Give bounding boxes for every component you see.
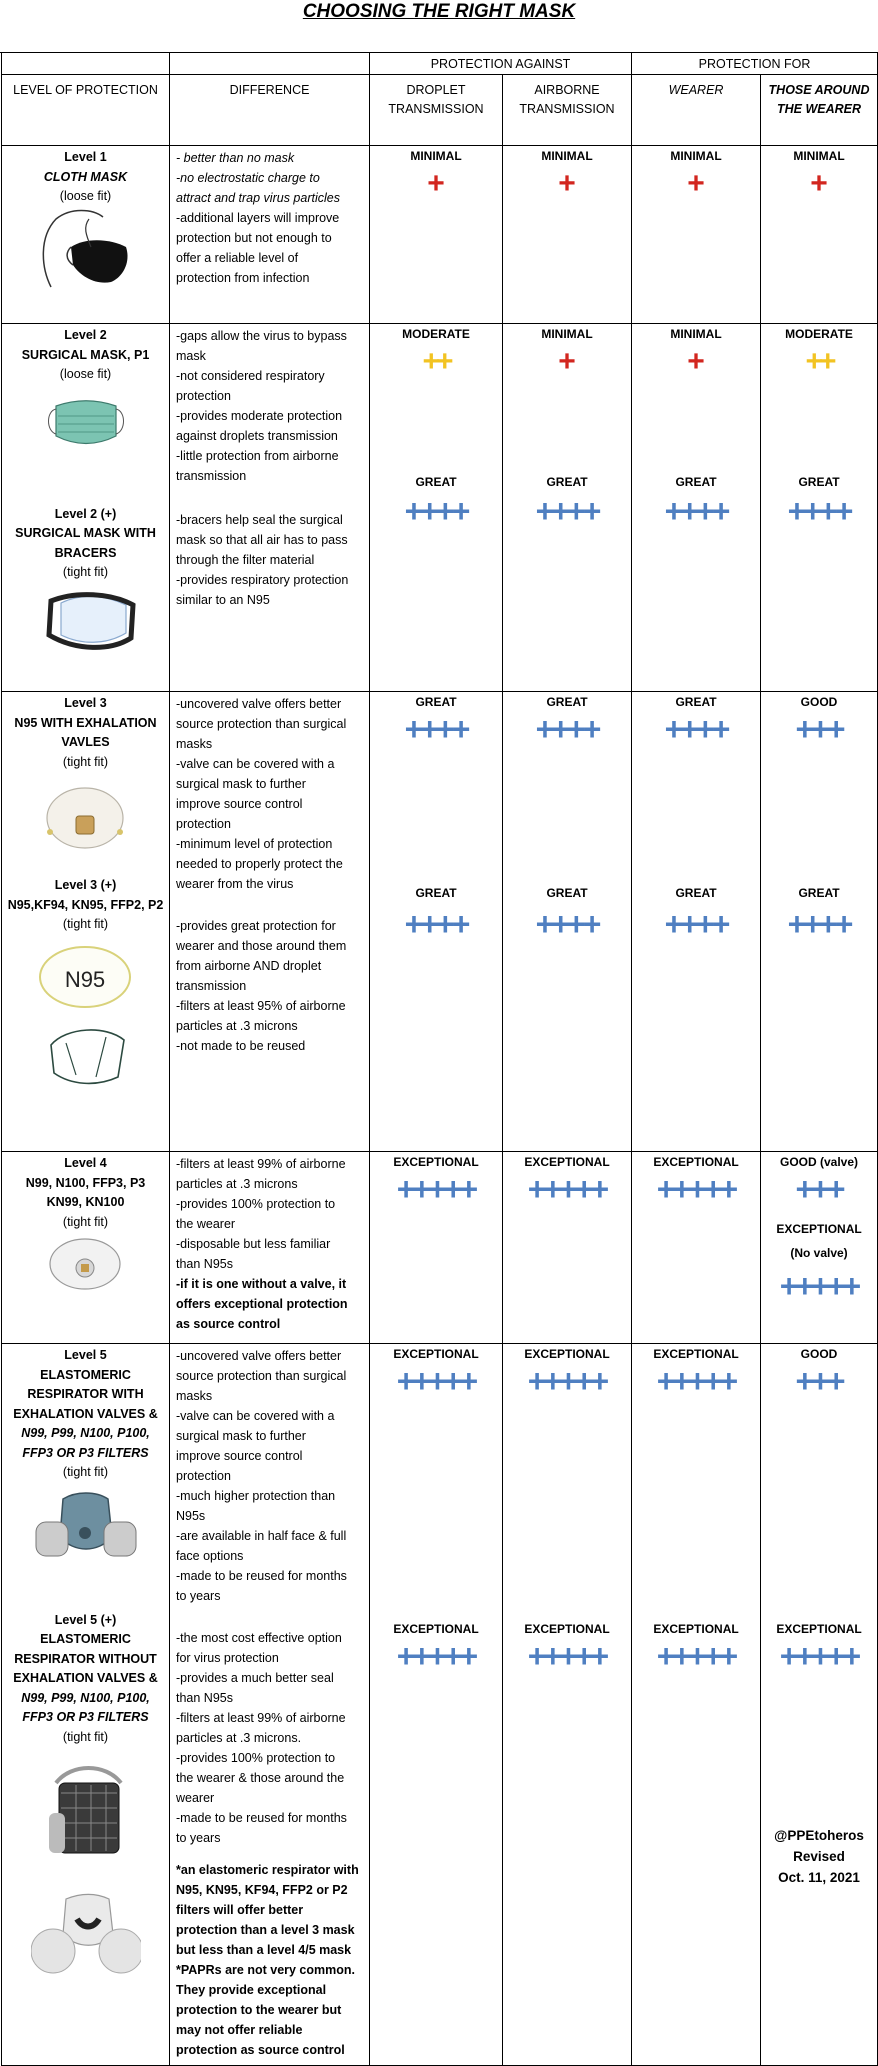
plus-rating: ++++ (535, 493, 599, 529)
level-label: Level 3 (+) (54, 878, 117, 892)
plus-rating: +++ (795, 1363, 843, 1399)
mask-name: KN99, KN100 (46, 1195, 125, 1209)
fit-label: (tight fit) (62, 1214, 109, 1229)
table-row-level-4 (2, 1152, 878, 1344)
difference-cell: -filters at least 99% of airborne particles at .3 microns -provides 100% protection to the wearer -disposable but less familiar than N95s -if it is one without a valve, it offers exceptional protection as source control (170, 1152, 370, 1344)
plus-rating: ++++ (787, 906, 851, 942)
plus-rating: +++++ (656, 1638, 736, 1674)
difference-header: DIFFERENCE (170, 75, 370, 146)
table-row-level-3 (2, 692, 878, 1152)
rating-label: (No valve) (790, 1246, 848, 1260)
n95-mask-image (33, 935, 138, 1015)
airborne-header: AIRBORNE TRANSMISSION (503, 75, 632, 146)
rating-label: MODERATE (402, 327, 470, 341)
plus-rating: +++ (795, 711, 843, 747)
mask-name: CLOTH MASK (43, 169, 128, 184)
plus-rating: + (558, 167, 576, 200)
mask-name: ELASTOMERIC (40, 1367, 131, 1382)
fit-label: (tight fit) (62, 565, 109, 579)
level-header: LEVEL OF PROTECTION (2, 75, 170, 146)
rating-label: GREAT (415, 695, 457, 709)
rating-label: GOOD (800, 1347, 838, 1361)
mask-name: EXHALATION VALVES & (13, 1406, 158, 1421)
rating-label: GOOD (800, 695, 838, 709)
plus-rating: ++++ (404, 906, 468, 942)
wearer-header: WEARER (632, 75, 761, 146)
plus-rating: + (558, 345, 576, 378)
page-title: CHOOSING THE RIGHT MASK (0, 0, 878, 53)
n99-mask-image (43, 1234, 128, 1294)
mask-name: EXHALATION VALVES & (13, 1671, 158, 1685)
table-row-level-5 (2, 1344, 878, 2066)
level-label: Level 2 (64, 328, 107, 342)
difference-cell: - better than no mask -no electrostatic charge to attract and trap virus particles -additional layers will improve protection but not enough to offer a reliable level of protection from infection (170, 146, 370, 324)
level-label: Level 5 (+) (54, 1612, 117, 1627)
plus-rating: ++++ (664, 711, 728, 747)
credit-date: Oct. 11, 2021 (778, 1870, 860, 1885)
credit-note (761, 1825, 877, 1888)
plus-rating: +++++ (527, 1363, 607, 1399)
rating-label: MINIMAL (670, 327, 722, 341)
plus-rating: ++++ (404, 711, 468, 747)
plus-rating: +++++ (656, 1171, 736, 1207)
plus-rating: +++++ (656, 1363, 736, 1399)
table-row-level-1 (2, 146, 878, 324)
surgical-mask-image (41, 391, 131, 451)
rating-label: GREAT (675, 695, 717, 709)
rating-label: MINIMAL (541, 149, 593, 163)
rating-label: EXCEPTIONAL (393, 1622, 479, 1636)
plus-rating: +++++ (396, 1363, 476, 1399)
mask-name: BRACERS (54, 545, 117, 560)
plus-rating: + (810, 167, 828, 200)
rating-label: EXCEPTIONAL (524, 1347, 610, 1361)
mask-name: RESPIRATOR WITH (27, 1387, 144, 1401)
rating-label: MINIMAL (670, 149, 722, 163)
cloth-mask-image (31, 207, 141, 292)
filter-list: FFP3 OR P3 FILTERS (22, 1710, 149, 1724)
n95-valve-mask-image (38, 776, 133, 856)
rating-label: GOOD (valve) (780, 1155, 859, 1169)
header-row-1 (2, 53, 878, 75)
svg-text:N95: N95 (64, 966, 106, 992)
mask-name: N95,KF94, KN95, FFP2, P2 (7, 897, 164, 912)
rating-label: MODERATE (785, 327, 853, 341)
rating-label: EXCEPTIONAL (524, 1622, 610, 1636)
rating-label: EXCEPTIONAL (776, 1622, 862, 1636)
plus-rating: ++++ (404, 493, 468, 529)
filter-list: N99, P99, N100, P100, (21, 1426, 150, 1440)
level-label: Level 3 (64, 696, 107, 710)
fit-label: (tight fit) (62, 1465, 109, 1479)
rating-label: GREAT (798, 475, 840, 489)
rating-label: GREAT (798, 886, 840, 900)
level-label: Level 1 (64, 150, 107, 164)
plus-rating: + (687, 345, 705, 378)
mask-name: RESPIRATOR WITHOUT (14, 1651, 157, 1666)
rating-label: EXCEPTIONAL (776, 1222, 862, 1236)
rating-label: GREAT (675, 886, 717, 900)
plus-rating: ++++ (664, 906, 728, 942)
difference-cell: -uncovered valve offers better source protection than surgical masks -valve can be covered with a surgical mask to further improve source control protection -much higher protection than N95s -are available in half face & full face options -made to be reused for months to years -the most cost effective option for virus protection -provides a much better seal than N95s -filters at least 99% of airborne particles at .3 microns. -provides 100% protection to the wearer & those around the wearer -made to be reused for months to years *an elastomeric respirator with N95, KN95, KF94, FFP2 or P2 filters will offer better protection than a level 3 mask but less than a level 4/5 mask *PAPRs are not very common. They provide exceptional protection to the wearer but may not offer reliable protection as source control (170, 1344, 370, 2066)
rating-label: MINIMAL (410, 149, 462, 163)
credit-revised: Revised (793, 1849, 845, 1864)
difference-cell: -uncovered valve offers better source protection than surgical masks -valve can be covered with a surgical mask to further improve source control protection -minimum level of protection needed to properly protect the wearer from the virus -provides great protection for wearer and those around them from airborne AND droplet transmission -filters at least 95% of airborne particles at .3 microns -not made to be reused (170, 692, 370, 1152)
fit-label: (loose fit) (59, 189, 112, 203)
plus-rating: +++++ (396, 1171, 476, 1207)
protection-against-header: PROTECTION AGAINST (370, 53, 632, 75)
plus-rating: +++++ (527, 1171, 607, 1207)
fit-label: (tight fit) (62, 754, 109, 769)
level-label: Level 4 (64, 1156, 107, 1170)
rating-label: EXCEPTIONAL (653, 1622, 739, 1636)
surgical-mask-bracers-image (31, 583, 141, 658)
plus-rating: ++++ (535, 711, 599, 747)
rating-label: EXCEPTIONAL (653, 1347, 739, 1361)
around-wearer-header: THOSE AROUND THE WEARER (761, 75, 878, 146)
half-face-respirator-image (31, 1889, 141, 1989)
elastomeric-no-valve-respirator-image (31, 1753, 141, 1873)
plus-rating: ++++ (787, 493, 851, 529)
level-label: Level 2 (+) (54, 506, 117, 521)
plus-rating: +++++ (527, 1638, 607, 1674)
plus-rating: +++ (795, 1171, 843, 1207)
mask-name: SURGICAL MASK WITH (15, 526, 156, 540)
plus-rating: ++++ (535, 906, 599, 942)
fit-label: (tight fit) (62, 1729, 109, 1744)
header-row-2 (2, 75, 878, 146)
mask-name: SURGICAL MASK, P1 (21, 347, 150, 362)
rating-label: GREAT (546, 695, 588, 709)
plus-rating: +++++ (396, 1638, 476, 1674)
rating-label: GREAT (415, 886, 457, 900)
mask-comparison-table (1, 53, 878, 2066)
mask-name: N95 WITH EXHALATION (14, 715, 157, 730)
plus-rating: + (427, 167, 445, 200)
kn95-fold-mask-image (36, 1015, 136, 1090)
plus-rating: + (687, 167, 705, 200)
rating-label: EXCEPTIONAL (653, 1155, 739, 1169)
plus-rating: ++++ (664, 493, 728, 529)
table-row-level-2 (2, 324, 878, 692)
mask-name: N99, N100, FFP3, P3 (25, 1175, 146, 1190)
rating-label: GREAT (415, 475, 457, 489)
plus-rating: +++++ (779, 1268, 859, 1304)
rating-label: EXCEPTIONAL (393, 1347, 479, 1361)
difference-cell: -gaps allow the virus to bypass mask -not considered respiratory protection -provides moderate protection against droplets transmission -little protection from airborne transmission -bracers help seal the surgical mask so that all air has to pass through the filter material -provides respiratory protection similar to an N95 (170, 324, 370, 692)
plus-rating: ++ (805, 345, 833, 378)
rating-label: GREAT (546, 475, 588, 489)
protection-for-header: PROTECTION FOR (632, 53, 878, 75)
elastomeric-valve-respirator-image (28, 1487, 143, 1567)
filter-list: FFP3 OR P3 FILTERS (22, 1445, 149, 1460)
rating-label: GREAT (675, 475, 717, 489)
rating-label: EXCEPTIONAL (393, 1155, 479, 1169)
fit-label: (tight fit) (62, 917, 109, 931)
fit-label: (loose fit) (59, 367, 112, 381)
mask-name: VAVLES (61, 735, 110, 749)
plus-rating: +++++ (779, 1638, 859, 1674)
mask-name: ELASTOMERIC (40, 1632, 131, 1646)
rating-label: MINIMAL (793, 149, 845, 163)
rating-label: MINIMAL (541, 327, 593, 341)
filter-list: N99, P99, N100, P100, (21, 1690, 150, 1705)
rating-label: EXCEPTIONAL (524, 1155, 610, 1169)
credit-handle: @PPEtoheros (774, 1828, 864, 1843)
level-label: Level 5 (64, 1348, 107, 1362)
rating-label: GREAT (546, 886, 588, 900)
droplet-header: DROPLET TRANSMISSION (370, 75, 503, 146)
plus-rating: ++ (422, 345, 450, 378)
